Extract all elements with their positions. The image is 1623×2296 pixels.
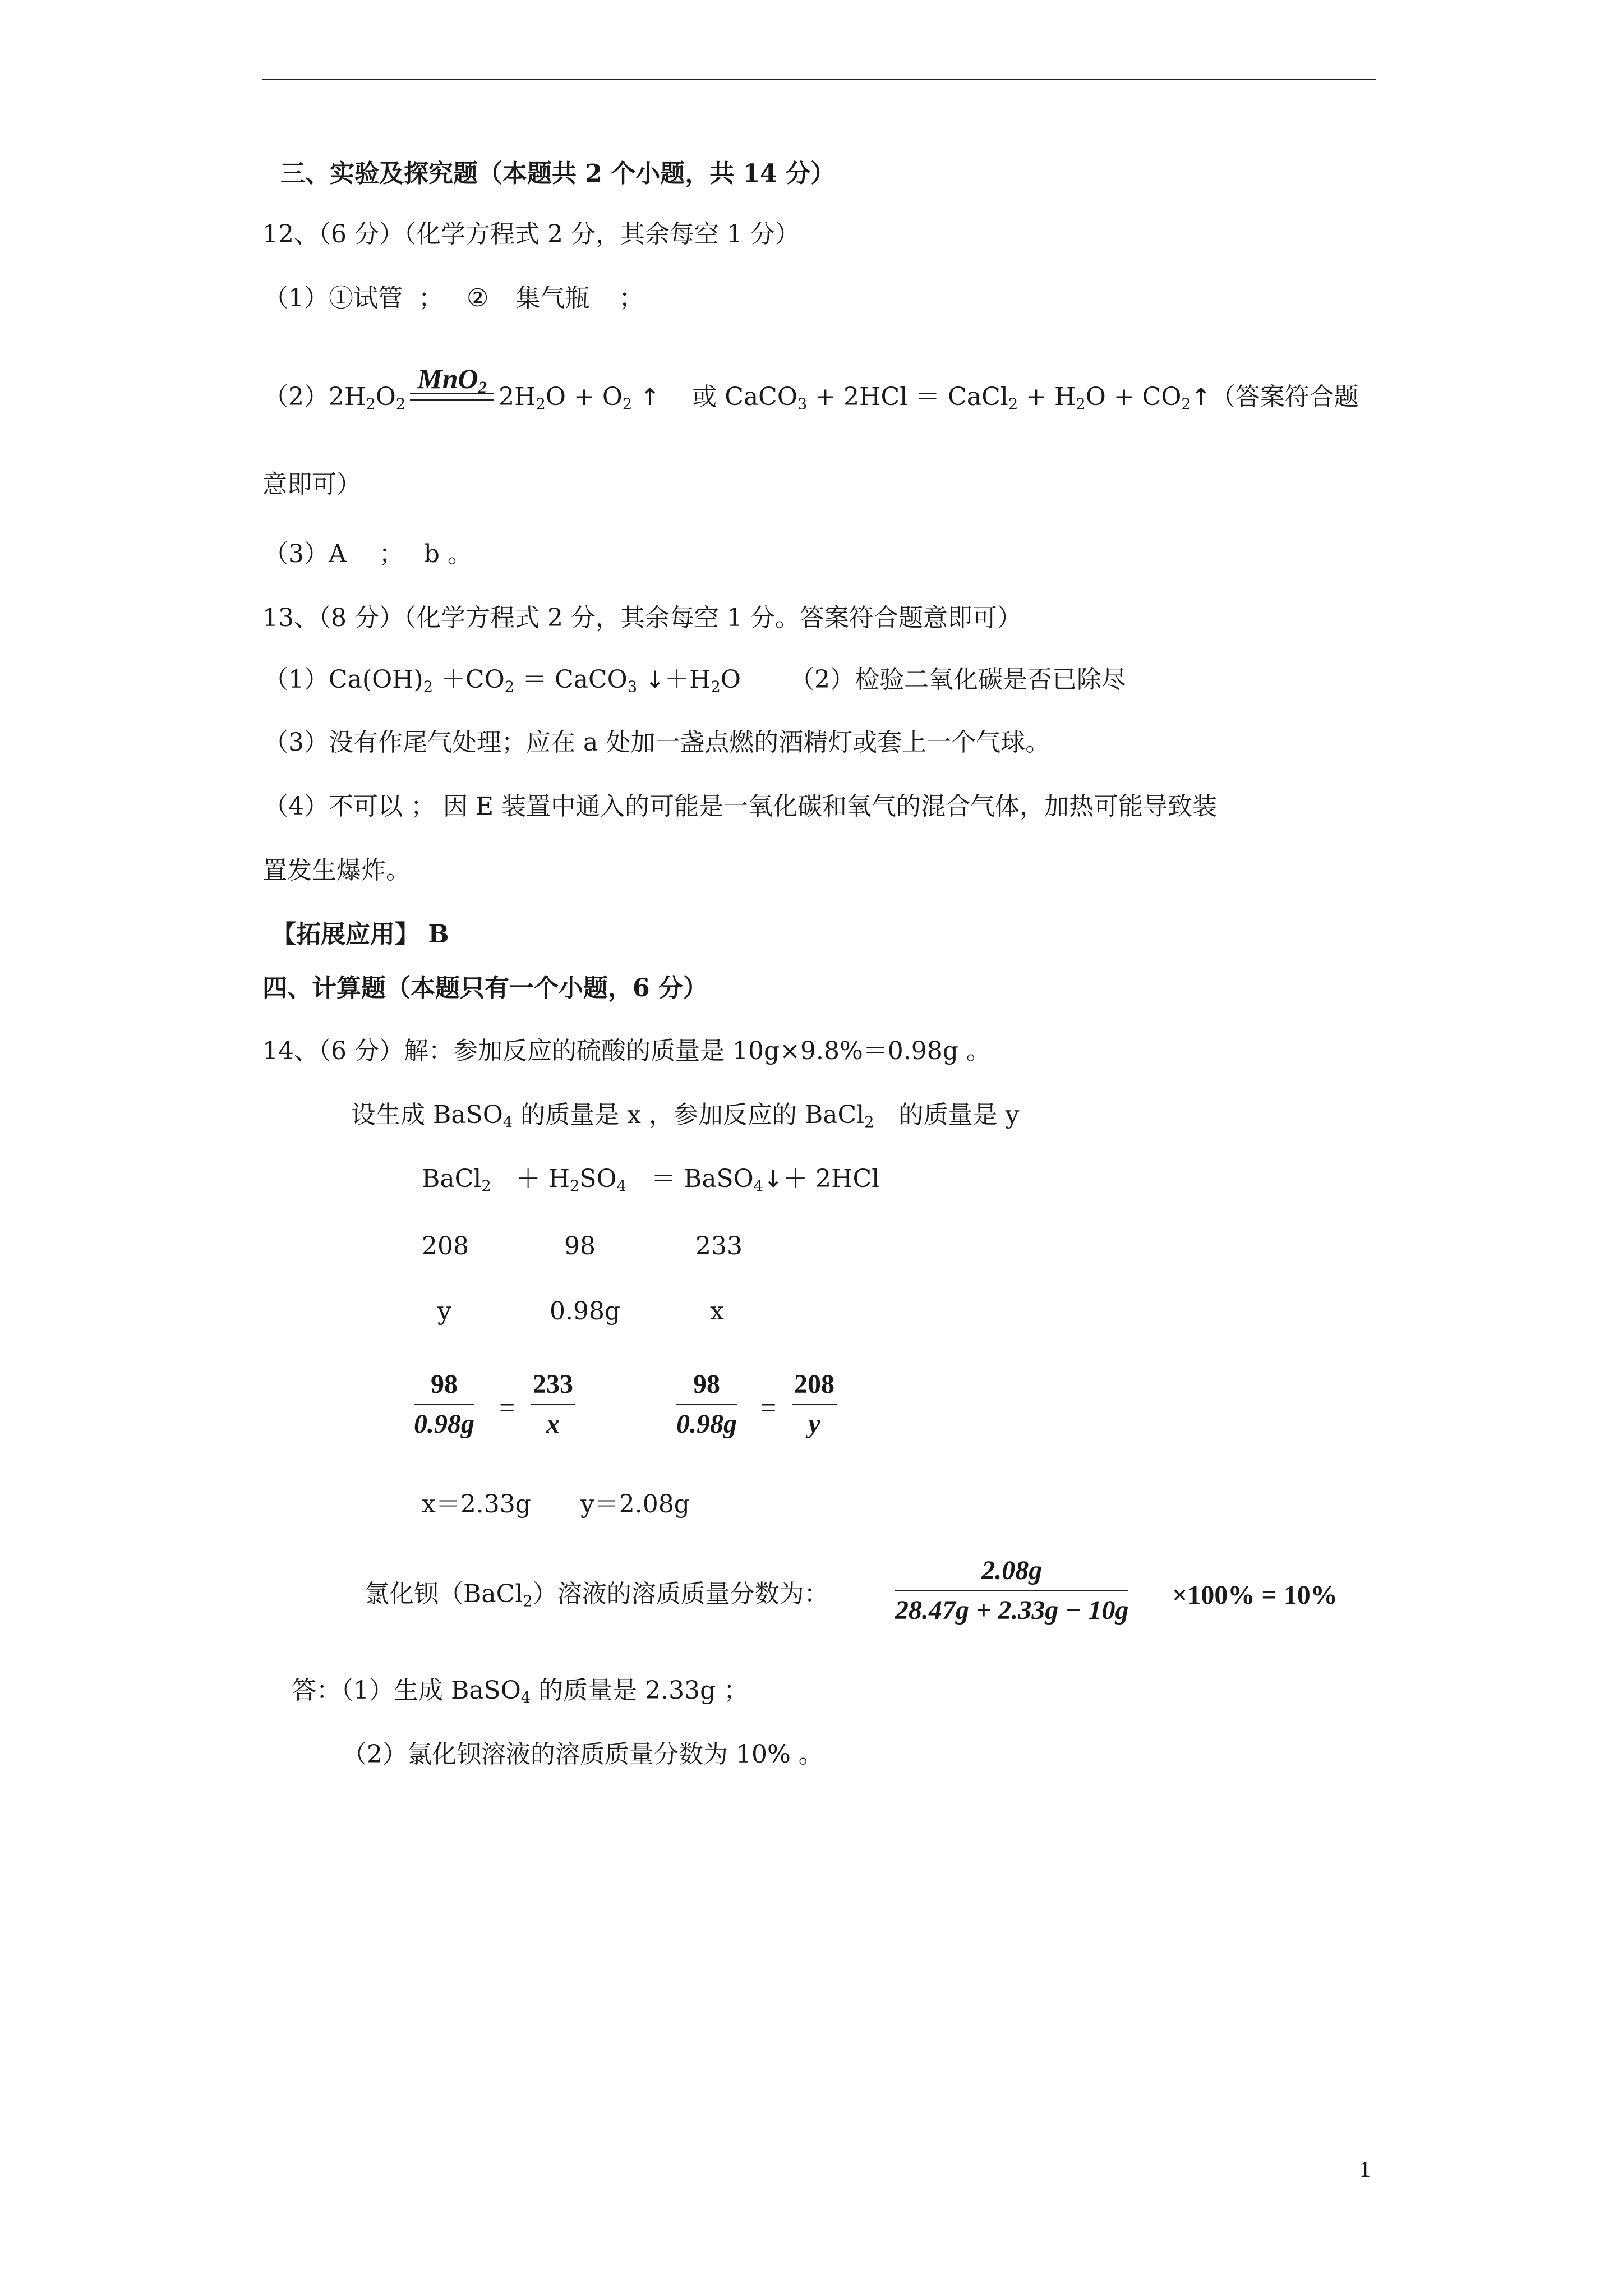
concentration-fraction — [895, 1557, 1128, 1624]
unknown-x: x — [710, 1297, 724, 1326]
q12-part3: （3）A ； b 。 — [264, 540, 472, 568]
q13-part1-equation: $(1)Ca(OH)_2 +CO_2$ ＝ CaCO$_3$ $↓+H_2O$ — [264, 665, 741, 696]
fraction-numerator: 98 — [431, 1369, 458, 1399]
concentration-label-prefix: 氯化钡（BaCl — [365, 1580, 523, 1608]
unknown-y: y — [437, 1297, 451, 1326]
precipitate-down-arrow: ↓ — [763, 1165, 783, 1193]
q14-reaction-equation: BaCl$_2$ ＋ $H_2SO_4$ ＝ BaSO$_4$↓＋ 2HCl — [422, 1165, 880, 1195]
fraction-98-over-098g-a — [414, 1371, 474, 1438]
concentration-result: ×100% = 10% — [1172, 1580, 1338, 1610]
section-3-title: 三、实验及探究题（本题共 2 个小题，共 14 分） — [280, 159, 836, 188]
q12-part2-prefix: （2） — [264, 383, 329, 411]
q13-part3: （3）没有作尾气处理；应在 a 处加一盏点燃的酒精灯或套上一个气球。 — [264, 728, 1050, 757]
fraction-numerator: 233 — [533, 1369, 573, 1399]
q13-part1-prefix: （1） — [264, 665, 329, 694]
page-number: 1 — [1359, 2156, 1371, 2182]
q12-part1-mark: ② — [467, 284, 489, 312]
fraction-denominator: 0.98g — [414, 1409, 474, 1439]
fraction-denominator: x — [546, 1409, 560, 1439]
fraction-numerator: 2.08g — [981, 1556, 1043, 1585]
q12-part1-end: ； — [619, 284, 644, 312]
q12-part2-continuation: 意即可） — [262, 470, 361, 499]
catalyst-subscript: 2 — [478, 377, 487, 397]
q13-part4-line2: 置发生爆炸。 — [262, 856, 411, 885]
fraction-208-over-y — [792, 1371, 837, 1438]
q14-answer-2: （2）氯化钡溶液的溶质质量分数为 10% 。 — [342, 1740, 823, 1769]
molar-mass-h2so4: 98 — [564, 1232, 596, 1260]
answer-1-prefix: 答：（1）生成 BaSO — [292, 1676, 521, 1705]
answer-1-suffix: 的质量是 2.33g ； — [531, 1676, 749, 1705]
extended-application: 【拓展应用】 B — [271, 920, 449, 949]
equals-sign: = — [499, 1392, 515, 1423]
q12-part1-sep: ； — [418, 284, 443, 312]
equals-sign: = — [760, 1392, 777, 1423]
q14-answer-1 — [292, 1676, 749, 1707]
q14-header: 14、（6 分）解：参加反应的硫酸的质量是 10g×9.8%＝0.98g 。 — [262, 1037, 991, 1065]
q12-part1 — [264, 286, 643, 311]
q13-part2: （2）检验二氧化碳是否已除尽 — [790, 665, 1126, 694]
q13-header: 13、（8 分）（化学方程式 2 分，其余每空 1 分。答案符合题意即可） — [262, 604, 1022, 632]
fraction-denominator: 28.47g + 2.33g − 10g — [895, 1595, 1129, 1625]
given-mass: 0.98g — [550, 1297, 621, 1326]
fraction-numerator: 208 — [794, 1369, 834, 1399]
precipitate-down-arrow: ↓ — [645, 666, 665, 693]
catalyst-label — [410, 363, 494, 397]
q14-concentration-label — [365, 1580, 829, 1611]
q12-answer-test-tube: ①试管 — [329, 284, 403, 312]
molar-mass-bacl2: 208 — [422, 1232, 469, 1260]
q12-header: 12、（6 分）（化学方程式 2 分，其余每空 1 分） — [262, 220, 800, 249]
answer-1-subscript: 4 — [520, 1689, 531, 1707]
fraction-233-over-x — [531, 1371, 575, 1438]
q12-part2-equations: $(2)2H_2O_2$ MnO$_2$ $2H_2O + O_2$ ↑ 或 CaCO$_3$ + 2HCl ＝ CaCl$_2$ + $H_2O$ + $CO_2↑$（答案符合题 — [264, 363, 1359, 413]
molar-mass-baso4: 233 — [695, 1232, 743, 1260]
gas-up-arrow: ↑ — [640, 383, 660, 411]
q12-part1-prefix: （1） — [264, 284, 329, 312]
fraction-numerator: 98 — [693, 1369, 720, 1399]
fraction-denominator: 0.98g — [676, 1409, 737, 1439]
fraction-denominator: y — [808, 1409, 820, 1439]
q12-answer-gas-bottle: 集气瓶 — [515, 284, 590, 312]
fraction-98-over-098g-b — [676, 1371, 737, 1438]
concentration-label-subscript: 2 — [523, 1593, 533, 1611]
catalyst-text: MnO — [417, 363, 478, 394]
q14-results: x＝2.33g y＝2.08g — [422, 1490, 690, 1519]
header-rule — [262, 79, 1376, 80]
section-4-title: 四、计算题（本题只有一个小题，6 分） — [262, 974, 708, 1002]
gas-up-arrow: ↑ — [1191, 383, 1211, 411]
q13-part4-line1: （4）不可以 ； 因 E 装置中通入的可能是一氧化碳和氧气的混合气体，加热可能导致装 — [264, 792, 1218, 821]
catalyst-arrow — [410, 363, 494, 405]
double-line-equals — [410, 393, 494, 401]
q14-let-statement: 设生成 BaSO$_4$ 的质量是 x ，参加反应的 BaCl$_2$ 的质量是 y — [351, 1101, 1020, 1131]
concentration-label-suffix: ）溶液的溶质质量分数为： — [532, 1580, 829, 1608]
